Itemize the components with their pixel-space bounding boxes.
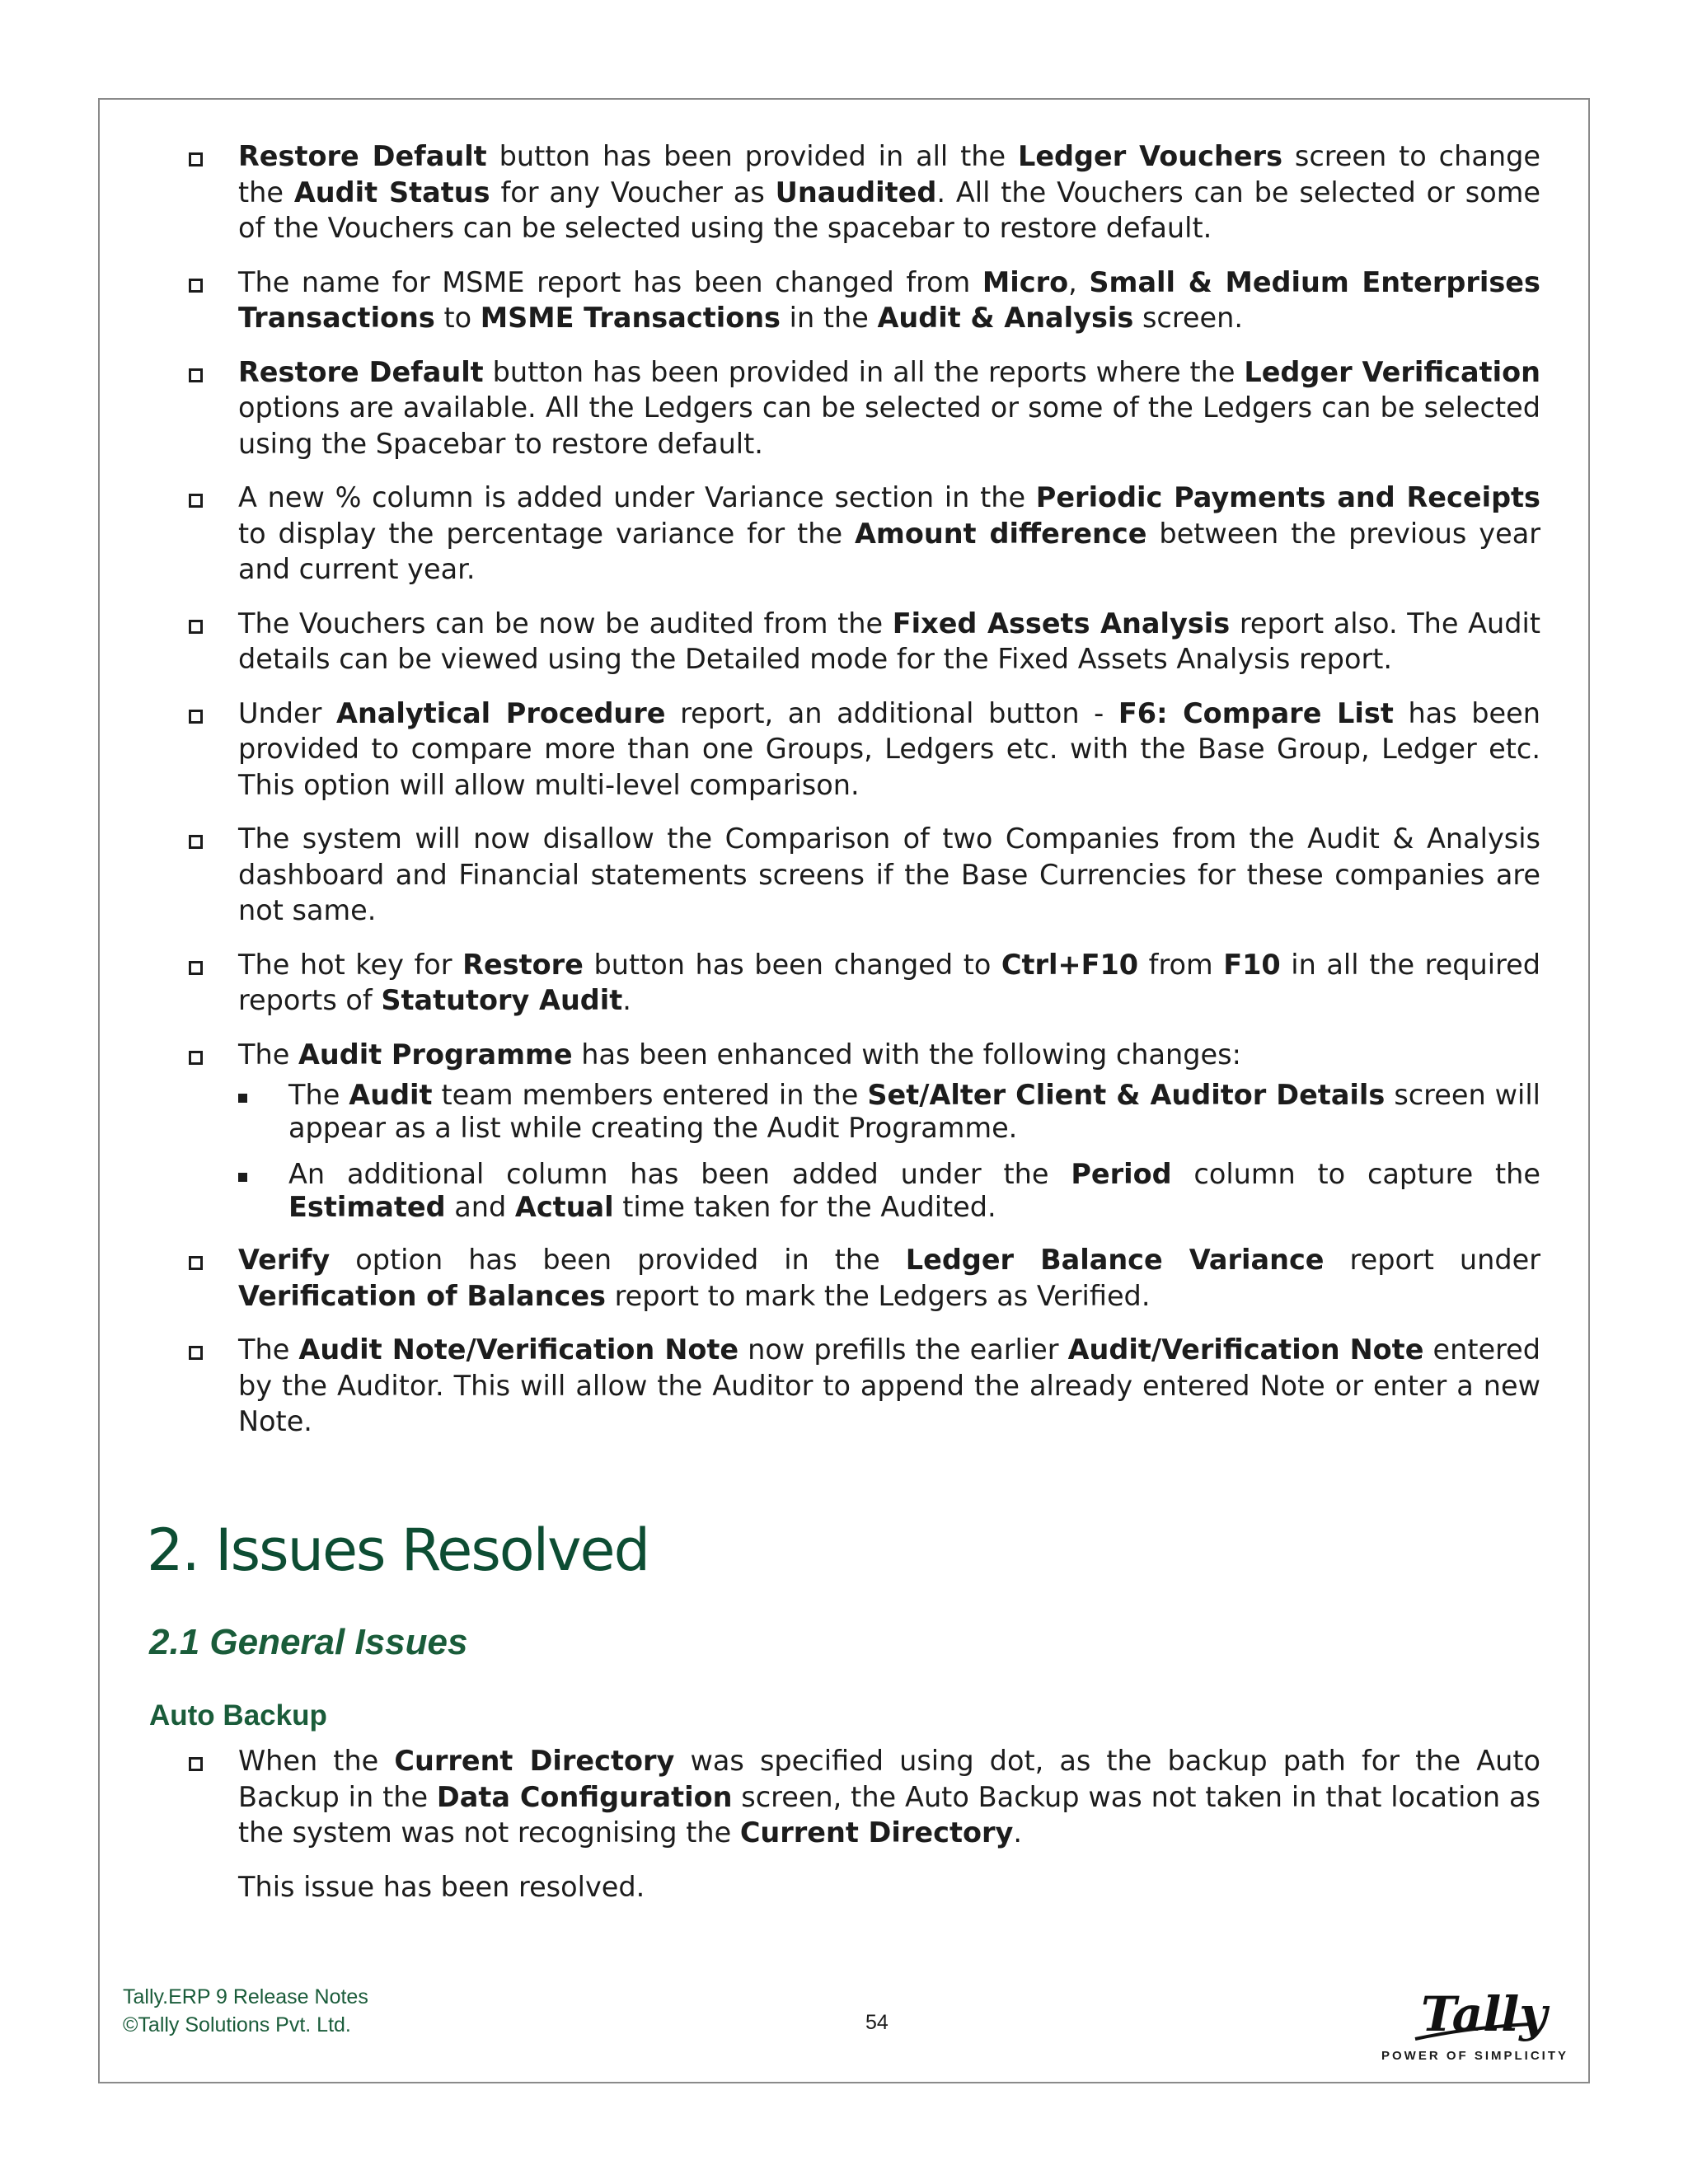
feature-bullet [189, 1242, 1540, 1314]
text-run: report, an additional button - [665, 696, 1118, 729]
text-run: options are available. All the Ledgers can be selected or some of the Ledgers can be selected using the Spacebar to restore default. [238, 391, 1540, 460]
footer-doc-title: Tally.ERP 9 Release Notes [123, 1985, 368, 2008]
feature-bullet [189, 1037, 1540, 1225]
feature-bullet [189, 265, 1540, 336]
bold-term: Data Configuration [436, 1780, 733, 1813]
topic-heading: Auto Backup [149, 1699, 327, 1732]
text-run: button has been provided in all the [486, 140, 1018, 172]
bold-term: Unaudited [775, 176, 937, 209]
text-run: column to capture the [1171, 1158, 1541, 1190]
bold-term: Ctrl+F10 [1001, 948, 1139, 981]
text-run: . [1013, 1816, 1022, 1849]
logo-wordmark: Tally [1421, 1986, 1547, 2042]
text-run: from [1138, 948, 1224, 981]
sub-bullet [238, 1158, 1540, 1224]
feature-bullet [189, 354, 1540, 462]
text-run: screen will appear as a list while creating the Audit Programme. [288, 1079, 1540, 1144]
bold-term: Amount difference [855, 517, 1147, 550]
text-run: The [238, 1038, 298, 1071]
issue-description [189, 1743, 1540, 1851]
feature-bullet [189, 138, 1540, 246]
footer-copyright: ©Tally Solutions Pvt. Ltd. [123, 2013, 351, 2036]
bold-term: Small & Medium Enterprises Transactions [238, 265, 1540, 334]
text-run: button has been provided in all the reports where the [483, 355, 1245, 388]
sub-list [238, 1079, 1540, 1224]
bold-term: Audit/Verification Note [1067, 1333, 1424, 1366]
footer-credits [123, 1983, 368, 2039]
text-run: team members entered in the [432, 1079, 868, 1111]
text-run: Under [238, 696, 337, 729]
issue-block [189, 1743, 1540, 1905]
bold-term: Periodic Payments and Receipts [1035, 481, 1540, 513]
text-run: , [1068, 265, 1090, 298]
text-run: report to mark the Ledgers as Verified. [606, 1279, 1151, 1312]
text-run: report also. The Audit details can be viewed using the Detailed mode for the Fixed Assets Analysis report. [238, 607, 1540, 675]
text-run: The hot key for [238, 948, 463, 981]
bold-term: Analytical Procedure [336, 696, 666, 729]
bold-term: Verification of Balances [238, 1279, 606, 1312]
text-run: The system will now disallow the Comparison of two Companies from the Audit & Analysis dashboard and Financial statements screens if the Base Currencies for these companies are not same. [238, 823, 1540, 926]
bold-term: Current Directory [394, 1745, 675, 1777]
bold-term: Ledger Verification [1244, 355, 1540, 388]
bold-term: Restore Default [238, 140, 487, 172]
bold-term: Ledger Balance Variance [905, 1244, 1325, 1276]
text-run: report under [1324, 1244, 1540, 1276]
logo-tagline: POWER OF SIMPLICITY [1381, 2049, 1569, 2063]
text-run: now prefills the earlier [738, 1333, 1068, 1366]
text-run: An additional column has been added under the [288, 1158, 1071, 1190]
text-run: to [434, 302, 481, 334]
text-run: and [445, 1191, 515, 1223]
text-run: The [288, 1079, 349, 1111]
sub-bullet [238, 1079, 1540, 1145]
bold-term: Audit Note/Verification Note [298, 1333, 739, 1366]
text-run: The [238, 1333, 299, 1366]
text-run: screen, the Auto Backup was not taken in that location as the system was not recognising the [238, 1780, 1540, 1849]
text-run: has been provided to compare more than one Groups, Ledgers etc. with the Base Group, Ledger etc. This option will allow multi-level comparison. [238, 696, 1540, 801]
bold-term: Set/Alter Client & Auditor Details [867, 1079, 1386, 1111]
subsection-heading: 2.1 General Issues [149, 1622, 468, 1662]
section-heading: 2. Issues Resolved [147, 1516, 649, 1584]
feature-bullet [189, 1332, 1540, 1440]
bold-term: Audit Status [293, 176, 490, 209]
bold-term: Audit [349, 1079, 433, 1111]
text-run: screen. [1133, 302, 1243, 334]
issue-resolution: This issue has been resolved. [238, 1870, 645, 1903]
bold-term: Audit Programme [298, 1038, 573, 1071]
bold-term: F10 [1223, 948, 1281, 981]
bold-term: Verify [238, 1244, 331, 1276]
text-run: When the [238, 1745, 395, 1777]
text-run: has been enhanced with the following changes: [572, 1038, 1241, 1071]
text-run: to display the percentage variance for the [238, 517, 855, 550]
text-run: The name for MSME report has been changed from [238, 265, 982, 298]
text-run: screen to change the [238, 140, 1540, 209]
text-run: A new % column is added under Variance section in the [238, 481, 1036, 513]
text-run: for any Voucher as [490, 176, 776, 209]
feature-bullet [189, 821, 1540, 929]
bold-term: Statutory Audit [381, 984, 623, 1016]
feature-bullet [189, 696, 1540, 804]
bold-term: Micro [982, 265, 1069, 298]
text-run: in the [781, 302, 878, 334]
bold-term: Current Directory [739, 1816, 1014, 1849]
bold-term: F6: Compare List [1118, 696, 1394, 729]
text-run: option has been provided in the [330, 1244, 906, 1276]
feature-bullet [189, 947, 1540, 1019]
bold-term: MSME Transactions [480, 302, 781, 334]
text-run: . All the Vouchers can be selected or some of the Vouchers can be selected using the spacebar to restore default. [238, 176, 1540, 244]
bold-term: Restore Default [238, 355, 484, 388]
bold-term: Restore [462, 948, 584, 981]
bold-term: Ledger Vouchers [1017, 140, 1283, 172]
bold-term: Fixed Assets Analysis [892, 607, 1231, 640]
text-run: time taken for the Audited. [613, 1191, 996, 1223]
bold-term: Audit & Analysis [877, 302, 1134, 334]
text-run: button has been changed to [583, 948, 1001, 981]
feature-bullet [189, 480, 1540, 588]
page-number: 54 [865, 2011, 889, 2034]
text-run: . [622, 984, 631, 1016]
bold-term: Estimated [288, 1191, 446, 1223]
text-run: in all the required reports of [238, 948, 1541, 1016]
bold-term: Actual [514, 1191, 614, 1223]
text-run: between the previous year and current year. [238, 517, 1540, 585]
text-run: entered by the Auditor. This will allow the Auditor to append the already entered Note or enter a new Note. [238, 1333, 1540, 1437]
feature-list [189, 138, 1540, 1458]
text-run: was specified using dot, as the backup path for the Auto Backup in the [238, 1745, 1540, 1813]
bold-term: Period [1071, 1158, 1172, 1190]
text-run: The Vouchers can be now be audited from the [238, 607, 893, 640]
feature-bullet [189, 606, 1540, 677]
